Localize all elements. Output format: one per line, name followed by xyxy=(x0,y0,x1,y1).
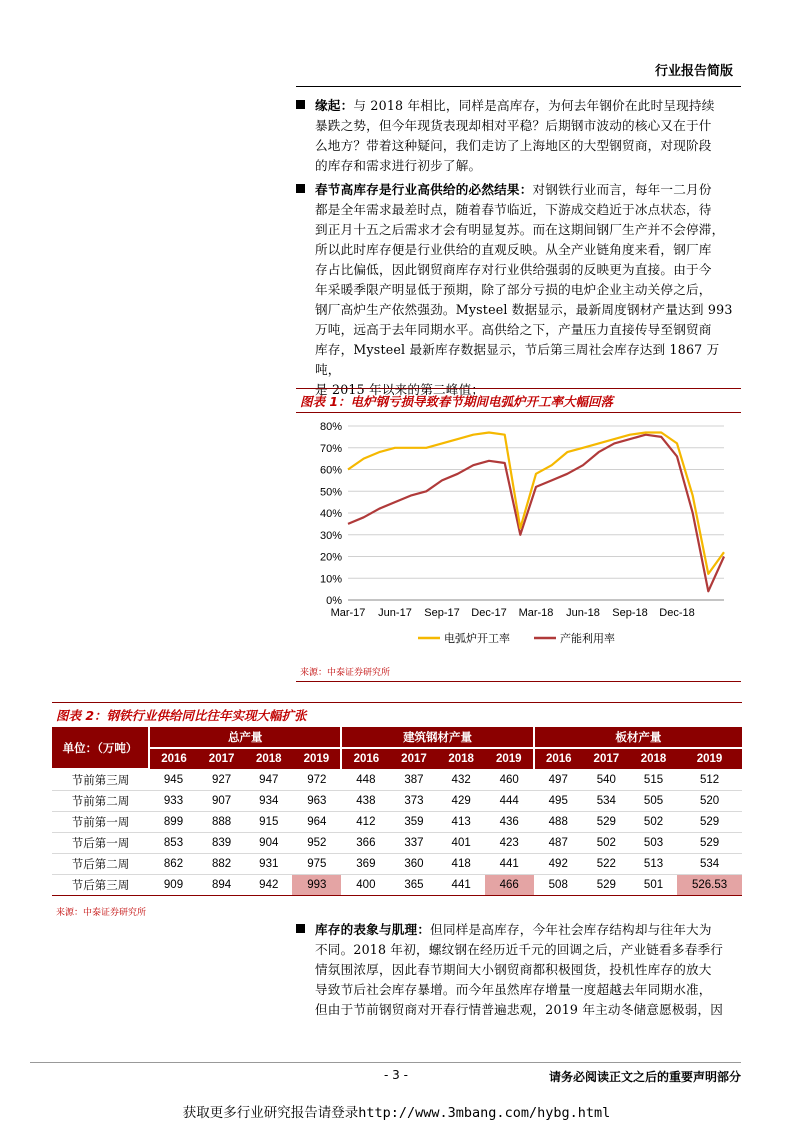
table-cell: 540 xyxy=(583,769,630,791)
y-tick-label: 60% xyxy=(319,464,342,477)
table-cell: 360 xyxy=(390,854,437,875)
paragraph-line: 与 2018 年相比，同样是高库存，为何去年钢价在此时呈现持续 xyxy=(353,98,715,113)
paragraph-lead: 缘起： xyxy=(315,98,354,113)
paragraph-line: 导致节后社会库存暴增。而今年虽然库存增量一度超越去年同期水准， xyxy=(315,982,712,997)
table-cell: 839 xyxy=(198,833,245,854)
table-cell: 432 xyxy=(438,769,485,791)
table-cell: 387 xyxy=(390,769,437,791)
table-cell: 529 xyxy=(677,812,742,833)
year-header: 2018 xyxy=(438,748,485,769)
table-cell: 418 xyxy=(438,854,485,875)
table-cell: 952 xyxy=(292,833,341,854)
table-cell: 975 xyxy=(292,854,341,875)
figure1-source: 来源：中泰证券研究所 xyxy=(300,668,391,678)
paragraph-line: 万吨，远高于去年同期水平。高供给之下，产量压力直接传导至钢贸商 xyxy=(315,322,712,337)
paragraph-line: 到正月十五之后需求才会有明显复苏。而在这期间钢厂生产并不会停滞， xyxy=(315,222,725,237)
banner-prefix: 获取更多行业研究报告请登录 xyxy=(182,1105,359,1121)
table-cell: 502 xyxy=(630,812,677,833)
x-tick-label: Dec-17 xyxy=(471,607,507,619)
y-tick-label: 30% xyxy=(319,529,342,542)
paragraph-origin xyxy=(296,96,741,176)
group-header-plate: 板材产量 xyxy=(534,727,742,748)
paragraph-supply xyxy=(296,180,741,400)
table-cell: 899 xyxy=(149,812,198,833)
paragraph-inventory xyxy=(296,920,741,1020)
year-header: 2018 xyxy=(245,748,292,769)
table-cell: 441 xyxy=(438,875,485,896)
x-tick-label: Sep-18 xyxy=(612,607,648,619)
year-header: 2017 xyxy=(390,748,437,769)
table-cell: 492 xyxy=(534,854,583,875)
table-cell: 337 xyxy=(390,833,437,854)
table-cell: 529 xyxy=(583,875,630,896)
table-cell: 934 xyxy=(245,791,292,812)
year-header: 2016 xyxy=(341,748,390,769)
figure1-title: 图表 1：电炉钢亏损导致春节期间电弧炉开工率大幅回落 xyxy=(300,394,614,409)
chart-grid xyxy=(348,426,724,600)
line-chart xyxy=(296,414,742,654)
table-cell: 520 xyxy=(677,791,742,812)
table-cell: 436 xyxy=(485,812,534,833)
series-line-0 xyxy=(348,433,724,574)
table-cell: 534 xyxy=(677,854,742,875)
chart-legend xyxy=(418,631,615,645)
paragraph-line: 库存，Mysteel 最新库存数据显示，节后第三周社会库存达到 1867 万吨， xyxy=(315,342,720,377)
table-cell: 529 xyxy=(583,812,630,833)
table-cell: 495 xyxy=(534,791,583,812)
table-cell: 369 xyxy=(341,854,390,875)
paragraph-line: 暴跌之势，但今年现货表现却相对平稳？后期钢市波动的核心又在于什 xyxy=(315,118,712,133)
row-label: 节后第一周 xyxy=(52,833,149,854)
table-cell: 413 xyxy=(438,812,485,833)
table-cell: 501 xyxy=(630,875,677,896)
table-cell: 526.53 xyxy=(677,875,742,896)
table-row xyxy=(52,791,742,812)
disclaimer-note: 请务必阅读正文之后的重要声明部分 xyxy=(548,1070,741,1084)
supply-table xyxy=(52,727,742,896)
y-tick-label: 0% xyxy=(326,595,342,607)
year-header: 2019 xyxy=(677,748,742,769)
table-cell: 429 xyxy=(438,791,485,812)
header-divider xyxy=(296,86,741,87)
table-cell: 505 xyxy=(630,791,677,812)
x-tick-label: Jun-17 xyxy=(378,607,412,619)
table-cell: 488 xyxy=(534,812,583,833)
paragraph-line: 对钢铁行业而言，每年一二月份 xyxy=(532,182,712,197)
figure2-title: 图表 2：钢铁行业供给同比往年实现大幅扩张 xyxy=(56,708,307,723)
group-header-construction: 建筑钢材产量 xyxy=(341,727,533,748)
table-cell: 365 xyxy=(390,875,437,896)
banner-url[interactable]: http://www.3mbang.com/hybg.html xyxy=(358,1105,611,1121)
header-title: 行业报告简版 xyxy=(654,64,733,79)
page-number: - 3 - xyxy=(384,1068,408,1082)
table-cell: 904 xyxy=(245,833,292,854)
chart-x-axis xyxy=(331,607,695,619)
table-cell: 963 xyxy=(292,791,341,812)
table-cell: 522 xyxy=(583,854,630,875)
table-cell: 448 xyxy=(341,769,390,791)
table-cell: 853 xyxy=(149,833,198,854)
table-cell: 508 xyxy=(534,875,583,896)
table-cell: 964 xyxy=(292,812,341,833)
x-tick-label: Mar-17 xyxy=(330,607,366,619)
legend-label: 电弧炉开工率 xyxy=(444,632,510,645)
bullet-icon xyxy=(296,184,305,193)
chart-series xyxy=(348,433,724,592)
x-tick-label: Dec-18 xyxy=(659,607,695,619)
figure1-top-rule xyxy=(296,388,741,389)
table-row xyxy=(52,833,742,854)
x-tick-label: Sep-17 xyxy=(424,607,460,619)
table-cell: 460 xyxy=(485,769,534,791)
paragraph-line: 存占比偏低，因此钢贸商库存对行业供给强弱的反映更为直接。由于今 xyxy=(315,262,712,277)
y-tick-label: 70% xyxy=(319,442,342,455)
footer-divider xyxy=(30,1062,741,1063)
paragraph-line: 么地方？带着这种疑问，我们走访了上海地区的大型钢贸商，对现阶段 xyxy=(315,138,712,153)
table-row xyxy=(52,769,742,791)
paragraph-line: 但同样是高库存，今年社会库存结构却与往年大为 xyxy=(430,922,712,937)
table-cell: 931 xyxy=(245,854,292,875)
paragraph-lead: 春节高库存是行业高供给的必然结果： xyxy=(315,182,533,197)
paragraph-line: 的库存和需求进行初步了解。 xyxy=(315,158,482,173)
year-header: 2017 xyxy=(583,748,630,769)
table-cell: 942 xyxy=(245,875,292,896)
table-row xyxy=(52,854,742,875)
table-cell: 894 xyxy=(198,875,245,896)
table-cell: 438 xyxy=(341,791,390,812)
paragraph-line: 情氛围浓厚，因此春节期间大小钢贸商都积极囤货，投机性库存的放大 xyxy=(315,962,712,977)
table-cell: 882 xyxy=(198,854,245,875)
year-header: 2016 xyxy=(534,748,583,769)
table-row xyxy=(52,812,742,833)
bullet-icon xyxy=(296,100,305,109)
table-cell: 444 xyxy=(485,791,534,812)
paragraph-line: 所以此时库存便是行业供给的直观反映。从全产业链角度来看，钢厂库 xyxy=(315,242,712,257)
table-cell: 502 xyxy=(583,833,630,854)
table-cell: 972 xyxy=(292,769,341,791)
figure1-bottom-rule xyxy=(296,681,741,682)
table-cell: 503 xyxy=(630,833,677,854)
table-cell: 907 xyxy=(198,791,245,812)
paragraph-lead: 库存的表象与肌理： xyxy=(315,922,431,937)
year-header: 2019 xyxy=(292,748,341,769)
row-label: 节前第一周 xyxy=(52,812,149,833)
legend-label: 产能利用率 xyxy=(560,632,615,645)
table-cell: 888 xyxy=(198,812,245,833)
table-row xyxy=(52,875,742,896)
paragraph-line: 但由于节前钢贸商对开春行情普遍悲观，2019 年主动冬储意愿极弱，因 xyxy=(315,1002,724,1017)
table-cell: 947 xyxy=(245,769,292,791)
table-cell: 373 xyxy=(390,791,437,812)
y-tick-label: 20% xyxy=(319,551,342,564)
table-cell: 487 xyxy=(534,833,583,854)
table-cell: 862 xyxy=(149,854,198,875)
table-cell: 497 xyxy=(534,769,583,791)
table-cell: 513 xyxy=(630,854,677,875)
row-label: 节后第三周 xyxy=(52,875,149,896)
paragraph-line: 都是全年需求最差时点，随着春节临近，下游成交趋近于冰点状态，待 xyxy=(315,202,712,217)
table-cell: 993 xyxy=(292,875,341,896)
table-cell: 915 xyxy=(245,812,292,833)
table-cell: 945 xyxy=(149,769,198,791)
table-cell: 359 xyxy=(390,812,437,833)
table-cell: 423 xyxy=(485,833,534,854)
table-cell: 401 xyxy=(438,833,485,854)
row-label: 节前第三周 xyxy=(52,769,149,791)
x-tick-label: Mar-18 xyxy=(518,607,554,619)
table-cell: 400 xyxy=(341,875,390,896)
figure2-source: 来源：中泰证券研究所 xyxy=(56,908,147,918)
y-tick-label: 10% xyxy=(319,573,342,586)
x-tick-label: Jun-18 xyxy=(566,607,600,619)
bullet-icon xyxy=(296,924,305,933)
table-cell: 412 xyxy=(341,812,390,833)
table-cell: 534 xyxy=(583,791,630,812)
paragraph-line: 钢厂高炉生产依然强劲。Mysteel 数据显示，最新周度钢材产量达到 993 xyxy=(315,302,733,317)
table-cell: 466 xyxy=(485,875,534,896)
y-tick-label: 50% xyxy=(319,486,342,499)
table-cell: 512 xyxy=(677,769,742,791)
y-tick-label: 40% xyxy=(319,508,342,520)
y-tick-label: 80% xyxy=(319,421,342,433)
paragraph-line: 不同。2018 年初，螺纹钢在经历近千元的回调之后，产业链看多春季行 xyxy=(315,942,724,957)
figure2-top-rule xyxy=(52,702,742,703)
table-cell: 927 xyxy=(198,769,245,791)
row-label: 节前第二周 xyxy=(52,791,149,812)
paragraph-line: 年采暖季限产明显低于预期，除了部分亏损的电炉企业主动关停之后， xyxy=(315,282,712,297)
table-cell: 933 xyxy=(149,791,198,812)
year-header: 2017 xyxy=(198,748,245,769)
bottom-banner xyxy=(0,1101,793,1121)
unit-header: 单位：（万吨） xyxy=(52,727,149,769)
year-header: 2018 xyxy=(630,748,677,769)
year-header: 2016 xyxy=(149,748,198,769)
year-header: 2019 xyxy=(485,748,534,769)
group-header-total: 总产量 xyxy=(149,727,341,748)
figure1-title-rule xyxy=(296,412,741,413)
table-cell: 909 xyxy=(149,875,198,896)
chart-y-axis xyxy=(320,421,342,607)
row-label: 节后第二周 xyxy=(52,854,149,875)
table-cell: 515 xyxy=(630,769,677,791)
table-cell: 366 xyxy=(341,833,390,854)
table-cell: 441 xyxy=(485,854,534,875)
paragraph-line: 是 2015 年以来的第二峰值； xyxy=(315,382,485,397)
table-cell: 529 xyxy=(677,833,742,854)
